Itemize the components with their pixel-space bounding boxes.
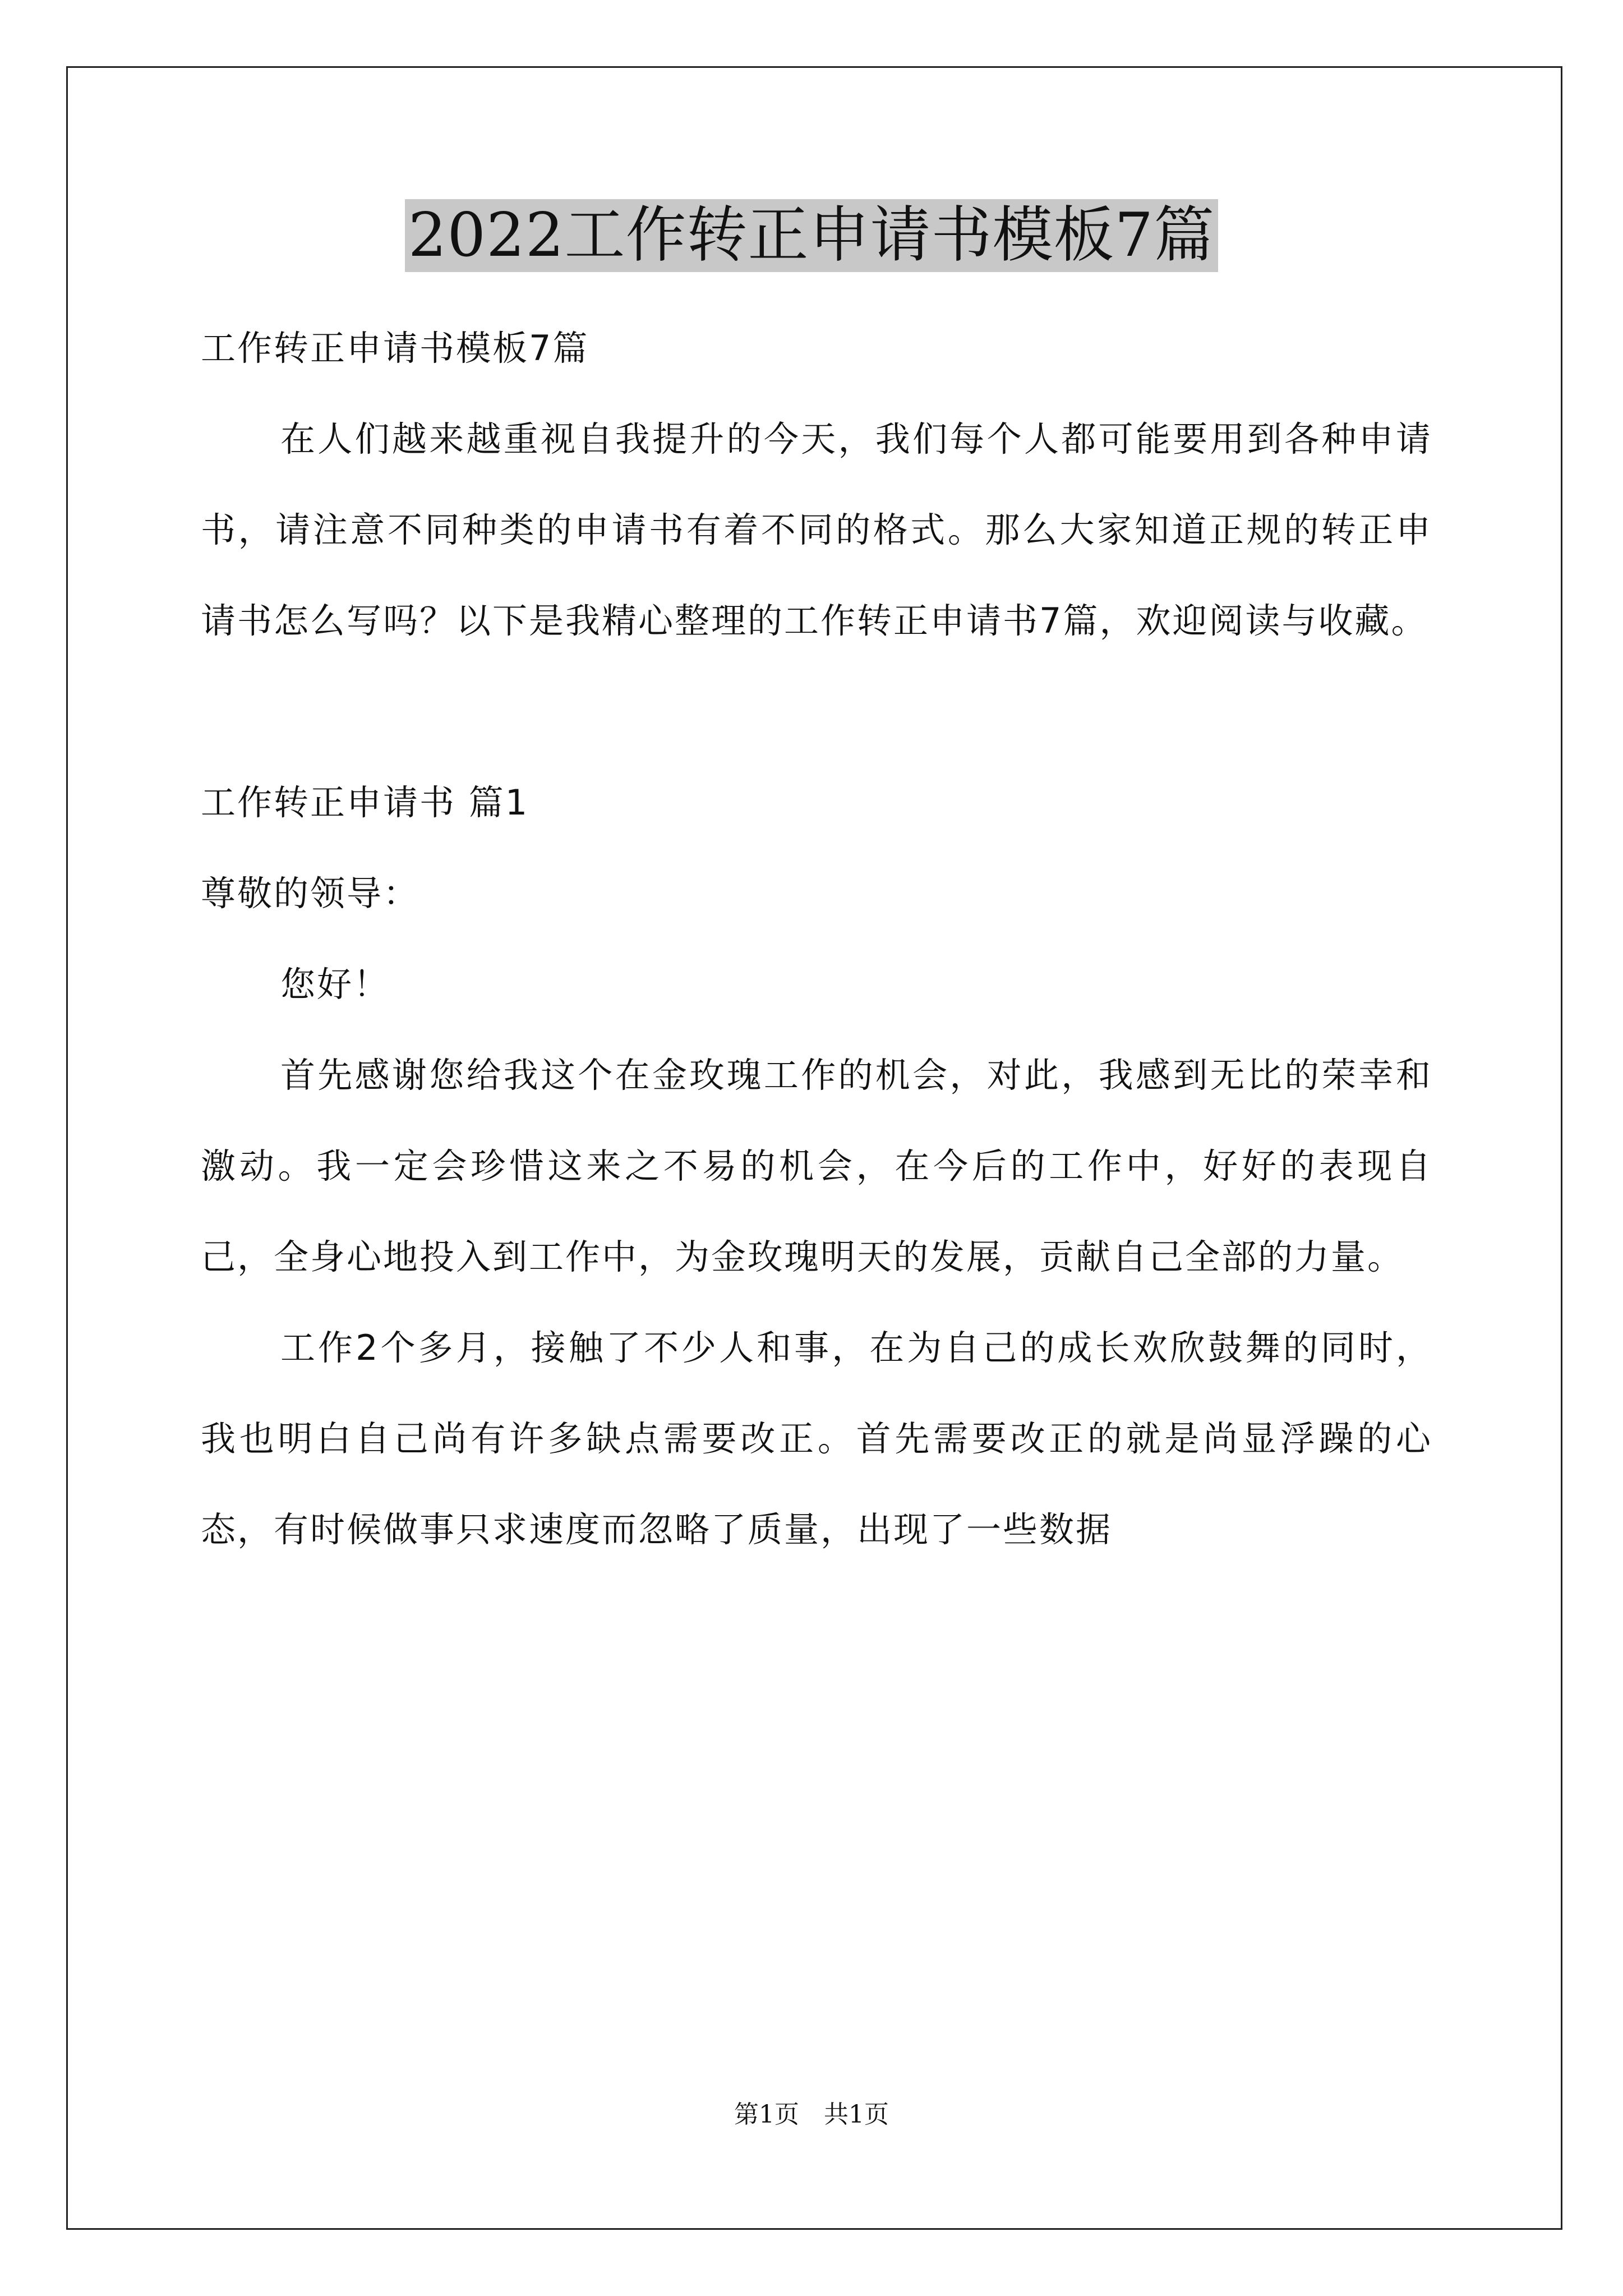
title-container [0, 199, 1623, 272]
intro-paragraph: 在人们越来越重视自我提升的今天，我们每个人都可能要用到各种申请书，请注意不同种类的申请书有着不同的格式。那么大家知道正规的转正申请书怎么写吗？以下是我精心整理的工作转正申请书7篇，欢迎阅读与收藏。 [201, 418, 1432, 641]
page-footer: 第1页 共1页 [734, 2100, 889, 2129]
body-paragraph: 首先感谢您给我这个在金玫瑰工作的机会，对此，我感到无比的荣幸和激动。我一定会珍惜这来之不易的机会，在今后的工作中，好好的表现自己，全身心地投入到工作中，为金玫瑰明天的发展，贡献自己全部的力量。 [201, 1055, 1432, 1277]
subtitle-paragraph: 工作转正申请书模板7篇 [201, 328, 589, 369]
document-body [201, 303, 1432, 1575]
document-title: 2022工作转正申请书模板7篇 [405, 199, 1219, 272]
greeting: 您好！ [280, 964, 390, 1005]
paragraph-gap [201, 666, 1432, 757]
section-heading: 工作转正申请书 篇1 [201, 782, 529, 823]
body-paragraph: 工作2个多月，接触了不少人和事，在为自己的成长欢欣鼓舞的同时，我也明白自己尚有许多缺点需要改正。首先需要改正的就是尚显浮躁的心态，有时候做事只求速度而忽略了质量，出现了一些数据 [201, 1327, 1432, 1550]
salutation: 尊敬的领导： [201, 873, 420, 914]
